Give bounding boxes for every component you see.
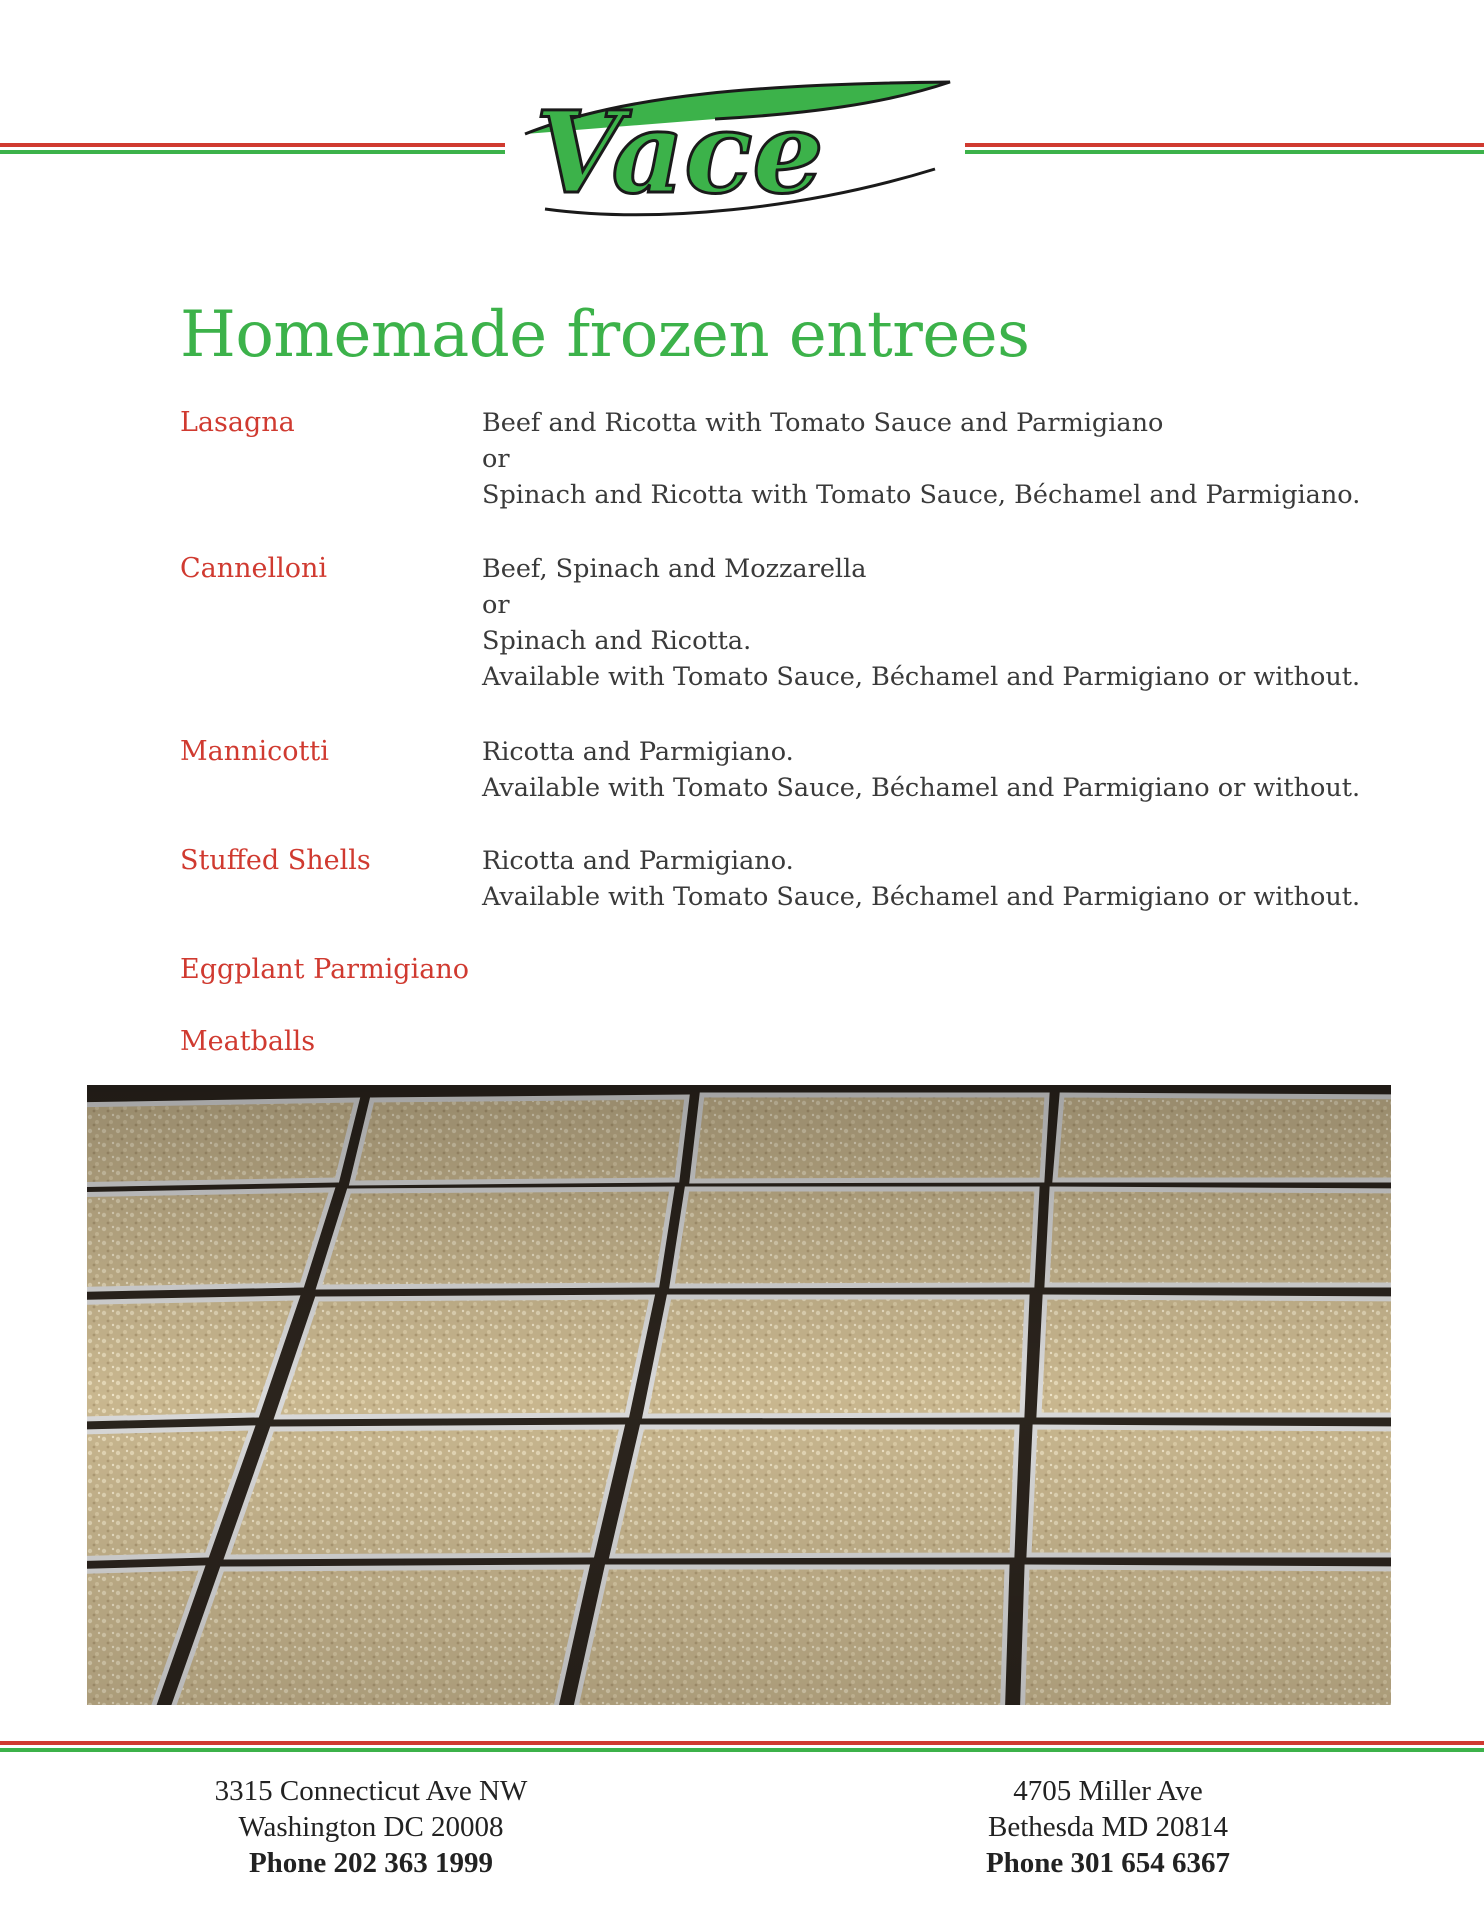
page-title: Homemade frozen entrees xyxy=(180,298,1030,372)
description-line: Beef, Spinach and Mozzarella xyxy=(482,554,867,584)
item-name: Mannicotti xyxy=(180,736,329,767)
address-washington xyxy=(161,1773,581,1881)
item-description xyxy=(482,734,1360,806)
item-name: Meatballs xyxy=(180,1026,316,1057)
lasagna-trays-photo xyxy=(87,1085,1391,1705)
logo-text: Vace xyxy=(535,88,824,219)
address-bethesda xyxy=(898,1773,1318,1881)
item-description xyxy=(482,843,1360,915)
description-line: Ricotta and Parmigiano. xyxy=(482,846,794,876)
description-line: Spinach and Ricotta. xyxy=(482,626,752,656)
street: 3315 Connecticut Ave NW xyxy=(214,1775,528,1807)
item-name: Eggplant Parmigiano xyxy=(180,954,469,985)
city: Bethesda MD 20814 xyxy=(987,1811,1229,1843)
description-line: Spinach and Ricotta with Tomato Sauce, Béchamel and Parmigiano. xyxy=(482,480,1361,510)
bottom-stripes xyxy=(0,1741,1484,1752)
description-line: Beef and Ricotta with Tomato Sauce and Parmigiano xyxy=(482,408,1164,438)
description-line: Available with Tomato Sauce, Béchamel and Parmigiano or without. xyxy=(482,662,1361,692)
street: 4705 Miller Ave xyxy=(1013,1775,1203,1807)
phone: Phone 301 654 6367 xyxy=(985,1847,1231,1879)
vace-logo xyxy=(505,74,965,224)
description-line: or xyxy=(482,444,510,474)
description-line: Ricotta and Parmigiano. xyxy=(482,737,794,767)
description-line: or xyxy=(482,590,510,620)
item-description xyxy=(482,551,1360,695)
phone: Phone 202 363 1999 xyxy=(248,1847,494,1879)
description-line: Available with Tomato Sauce, Béchamel and Parmigiano or without. xyxy=(482,773,1361,803)
item-name: Cannelloni xyxy=(180,553,328,584)
city: Washington DC 20008 xyxy=(238,1811,504,1843)
item-description xyxy=(482,405,1360,513)
description-line: Available with Tomato Sauce, Béchamel and Parmigiano or without. xyxy=(482,882,1361,912)
item-name: Lasagna xyxy=(180,407,295,438)
stripe-green xyxy=(0,1748,1484,1752)
item-name: Stuffed Shells xyxy=(180,845,371,876)
